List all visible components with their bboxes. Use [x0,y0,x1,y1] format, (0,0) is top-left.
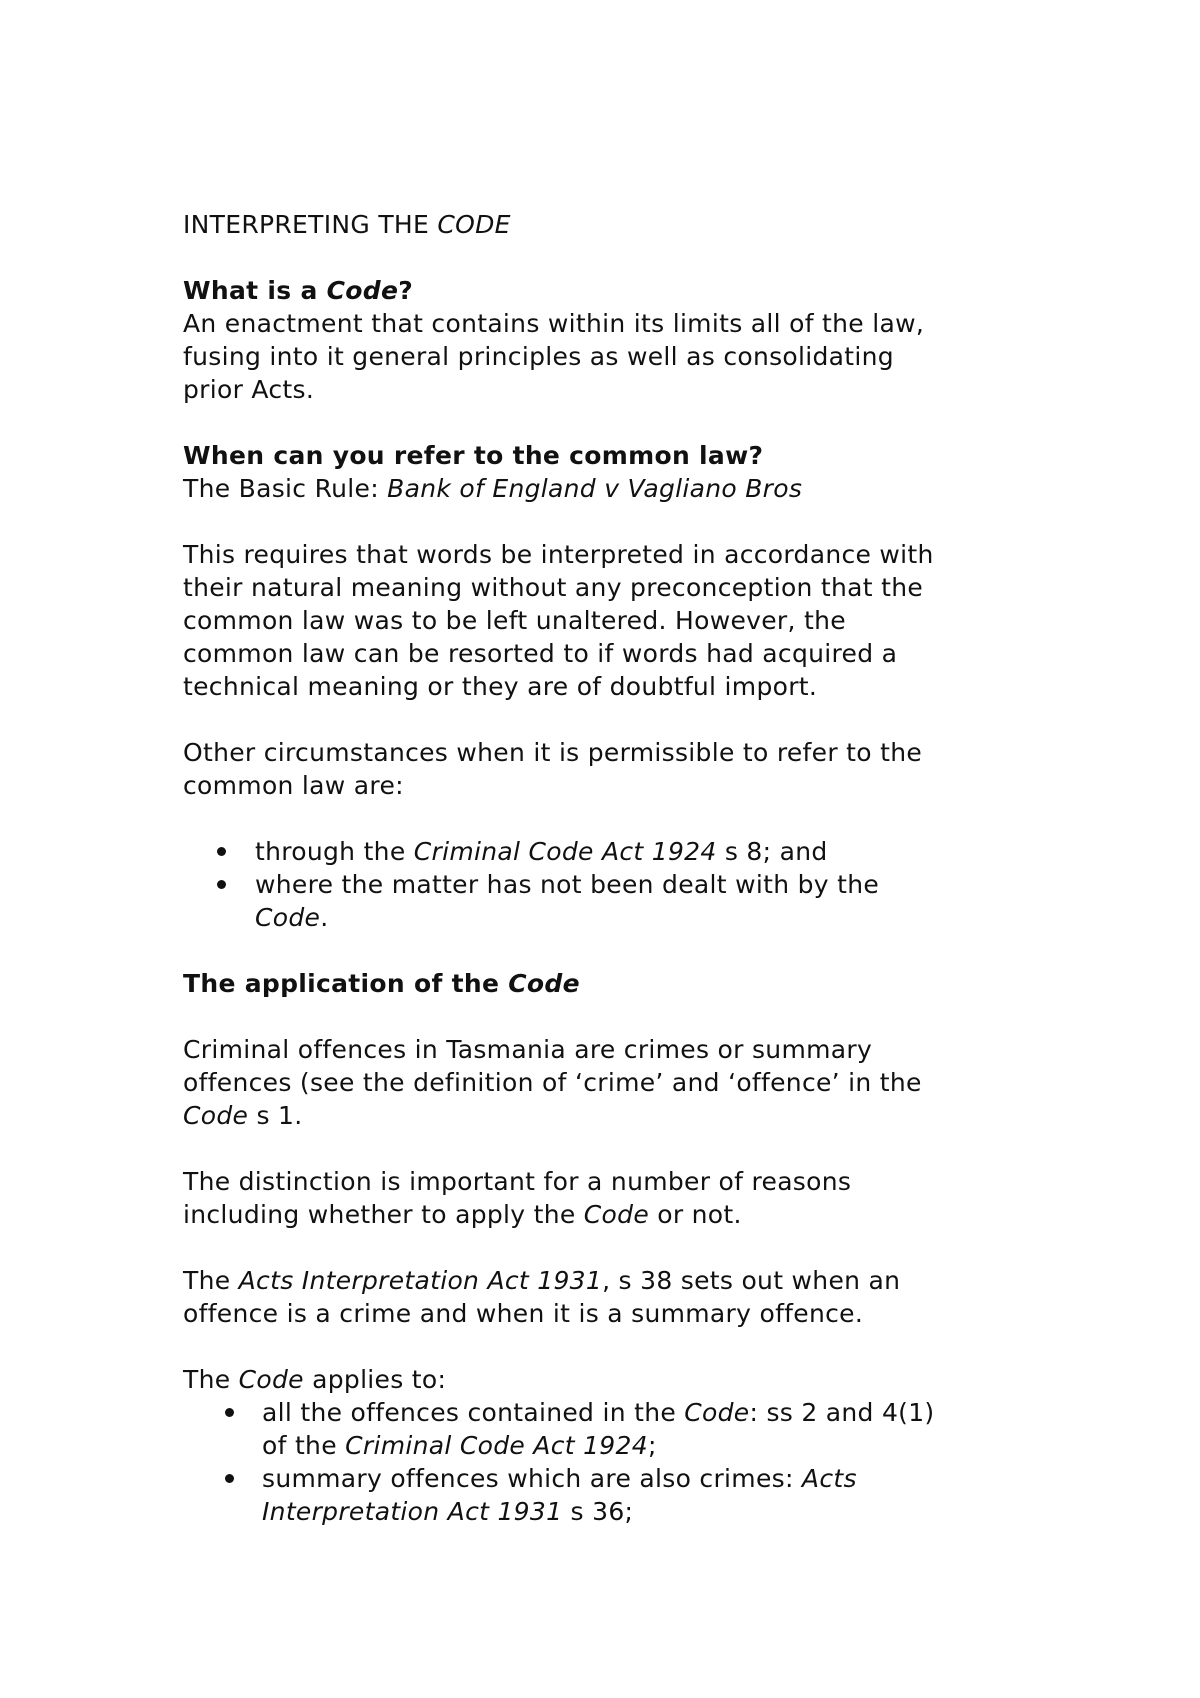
heading-common-law: When can you refer to the common law? [183,441,764,470]
paragraph-line: technical meaning or they are of doubtful import. [183,672,818,701]
list-item: summary offences which are also crimes: Acts Interpretation Act 1931 s 36; [262,1464,857,1526]
applies-to-bullet-list [183,1396,1063,1528]
paragraph-line: Other circumstances when it is permissible to refer to the [183,738,923,767]
paragraph-line: Criminal offences in Tasmania are crimes or summary [183,1035,873,1064]
paragraph-line: offences (see the definition of ‘crime’ and ‘offence’ in the [183,1068,922,1097]
applies-to-line: The Code applies to: [183,1365,447,1394]
paragraph-line: common law can be resorted to if words had acquired a [183,639,898,668]
paragraph-line: common law was to be left unaltered. However, the [183,606,846,635]
definition-line: An enactment that contains within its limits all of the law, [183,309,925,338]
list-item: where the matter has not been dealt with by the Code. [255,870,880,932]
paragraph-line: including whether to apply the Code or not. [183,1200,742,1229]
paragraph-line: common law are: [183,771,404,800]
definition-line: fusing into it general principles as well as consolidating [183,342,894,371]
case-citation: Bank of England v Vagliano Bros [387,474,803,503]
paragraph-line: This requires that words be interpreted in accordance with [183,540,934,569]
basic-rule-line: The Basic Rule: Bank of England v Vagliano Bros [183,474,803,503]
document-page [183,208,1063,1528]
list-item: through the Criminal Code Act 1924 s 8; and [255,837,828,866]
paragraph-line: Code s 1. [183,1101,303,1130]
common-law-bullet-list [183,835,1063,934]
heading-application: The application of the Code [183,969,580,998]
paragraph-line: The distinction is important for a number of reasons [183,1167,852,1196]
paragraph-line: their natural meaning without any preconception that the [183,573,924,602]
heading-what-is-a-code: What is a Code? [183,276,414,305]
paragraph-line: offence is a crime and when it is a summary offence. [183,1299,864,1328]
document-title: INTERPRETING THE CODE [183,210,511,239]
paragraph-line: The Acts Interpretation Act 1931, s 38 sets out when an [183,1266,901,1295]
list-item: all the offences contained in the Code: ss 2 and 4(1) of the Criminal Code Act 1924; [262,1398,935,1460]
definition-line: prior Acts. [183,375,315,404]
